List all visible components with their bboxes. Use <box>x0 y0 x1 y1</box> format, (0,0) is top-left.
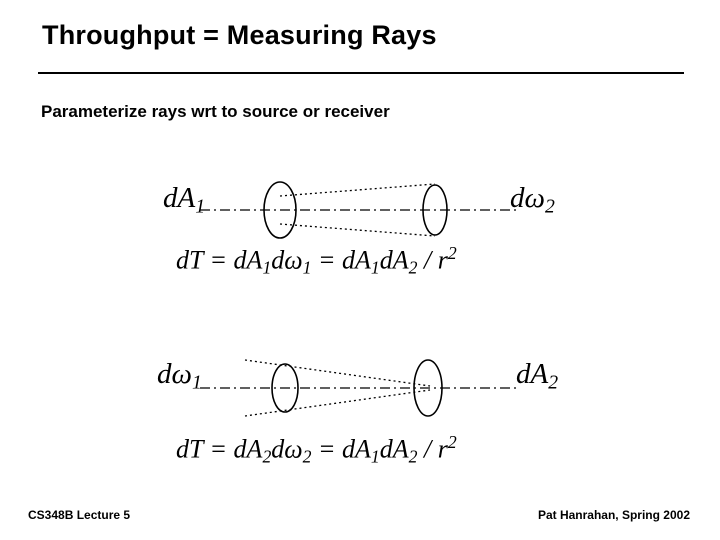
eq-top-term1: dA <box>233 245 263 275</box>
eq-bottom-term3: dA <box>342 434 371 464</box>
eq-bottom-term1-sub: 2 <box>262 446 272 467</box>
footer-author-label: Pat Hanrahan, Spring 2002 <box>537 508 690 522</box>
label-dA2-base: dA <box>516 358 549 390</box>
eq-bottom-equals-2: = <box>317 434 336 464</box>
label-dA1 <box>163 182 205 219</box>
page-title: Throughput = Measuring Rays <box>42 20 437 50</box>
eq-top-equals-1: = <box>209 245 228 275</box>
eq-top-term1-sub: 1 <box>262 257 272 278</box>
label-dA2-subscript: 2 <box>548 371 559 394</box>
eq-top-term2-sub: 1 <box>302 257 312 278</box>
throughput-diagram-bottom <box>200 338 520 438</box>
label-domega2-base: dω <box>510 182 545 214</box>
equation-bottom <box>176 432 457 468</box>
title-divider <box>38 72 684 74</box>
cone-line-lower-top <box>280 224 435 236</box>
footer-lecture-label: CS348B Lecture 5 <box>28 508 131 522</box>
eq-top-term5-sup: 2 <box>447 243 457 263</box>
eq-top-term2: dω <box>271 245 303 275</box>
eq-top-lhs: dT <box>176 245 203 275</box>
equation-top <box>176 243 457 279</box>
label-dA1-subscript: 1 <box>195 195 206 218</box>
label-domega1 <box>157 358 202 395</box>
eq-top-term3: dA <box>342 245 371 275</box>
slide-subtitle: Parameterize rays wrt to source or receiver <box>41 102 390 121</box>
eq-bottom-term1: dA <box>233 434 263 464</box>
eq-bottom-divider: / <box>424 434 432 464</box>
eq-bottom-equals-1: = <box>209 434 228 464</box>
label-domega1-subscript: 1 <box>191 371 202 394</box>
label-domega2-subscript: 2 <box>544 195 555 218</box>
eq-bottom-term4-sub: 2 <box>408 446 418 467</box>
label-domega1-base: dω <box>157 358 192 390</box>
eq-top-term4: dA <box>379 245 409 275</box>
eq-bottom-term5-sup: 2 <box>447 432 457 452</box>
eq-bottom-term2-sub: 2 <box>302 446 312 467</box>
label-dA2 <box>516 358 558 395</box>
eq-top-term4-sub: 2 <box>408 257 418 278</box>
eq-top-divider: / <box>424 245 432 275</box>
label-domega2 <box>510 182 555 219</box>
eq-bottom-lhs: dT <box>176 434 203 464</box>
eq-bottom-term3-sub: 1 <box>370 446 380 467</box>
eq-top-equals-2: = <box>317 245 336 275</box>
eq-bottom-term4: dA <box>379 434 409 464</box>
cone-line-upper-top <box>280 184 435 196</box>
eq-top-term3-sub: 1 <box>370 257 380 278</box>
eq-bottom-term2: dω <box>271 434 303 464</box>
label-dA1-base: dA <box>163 182 196 214</box>
eq-bottom-term5: r <box>437 434 448 464</box>
eq-top-term5: r <box>437 245 448 275</box>
